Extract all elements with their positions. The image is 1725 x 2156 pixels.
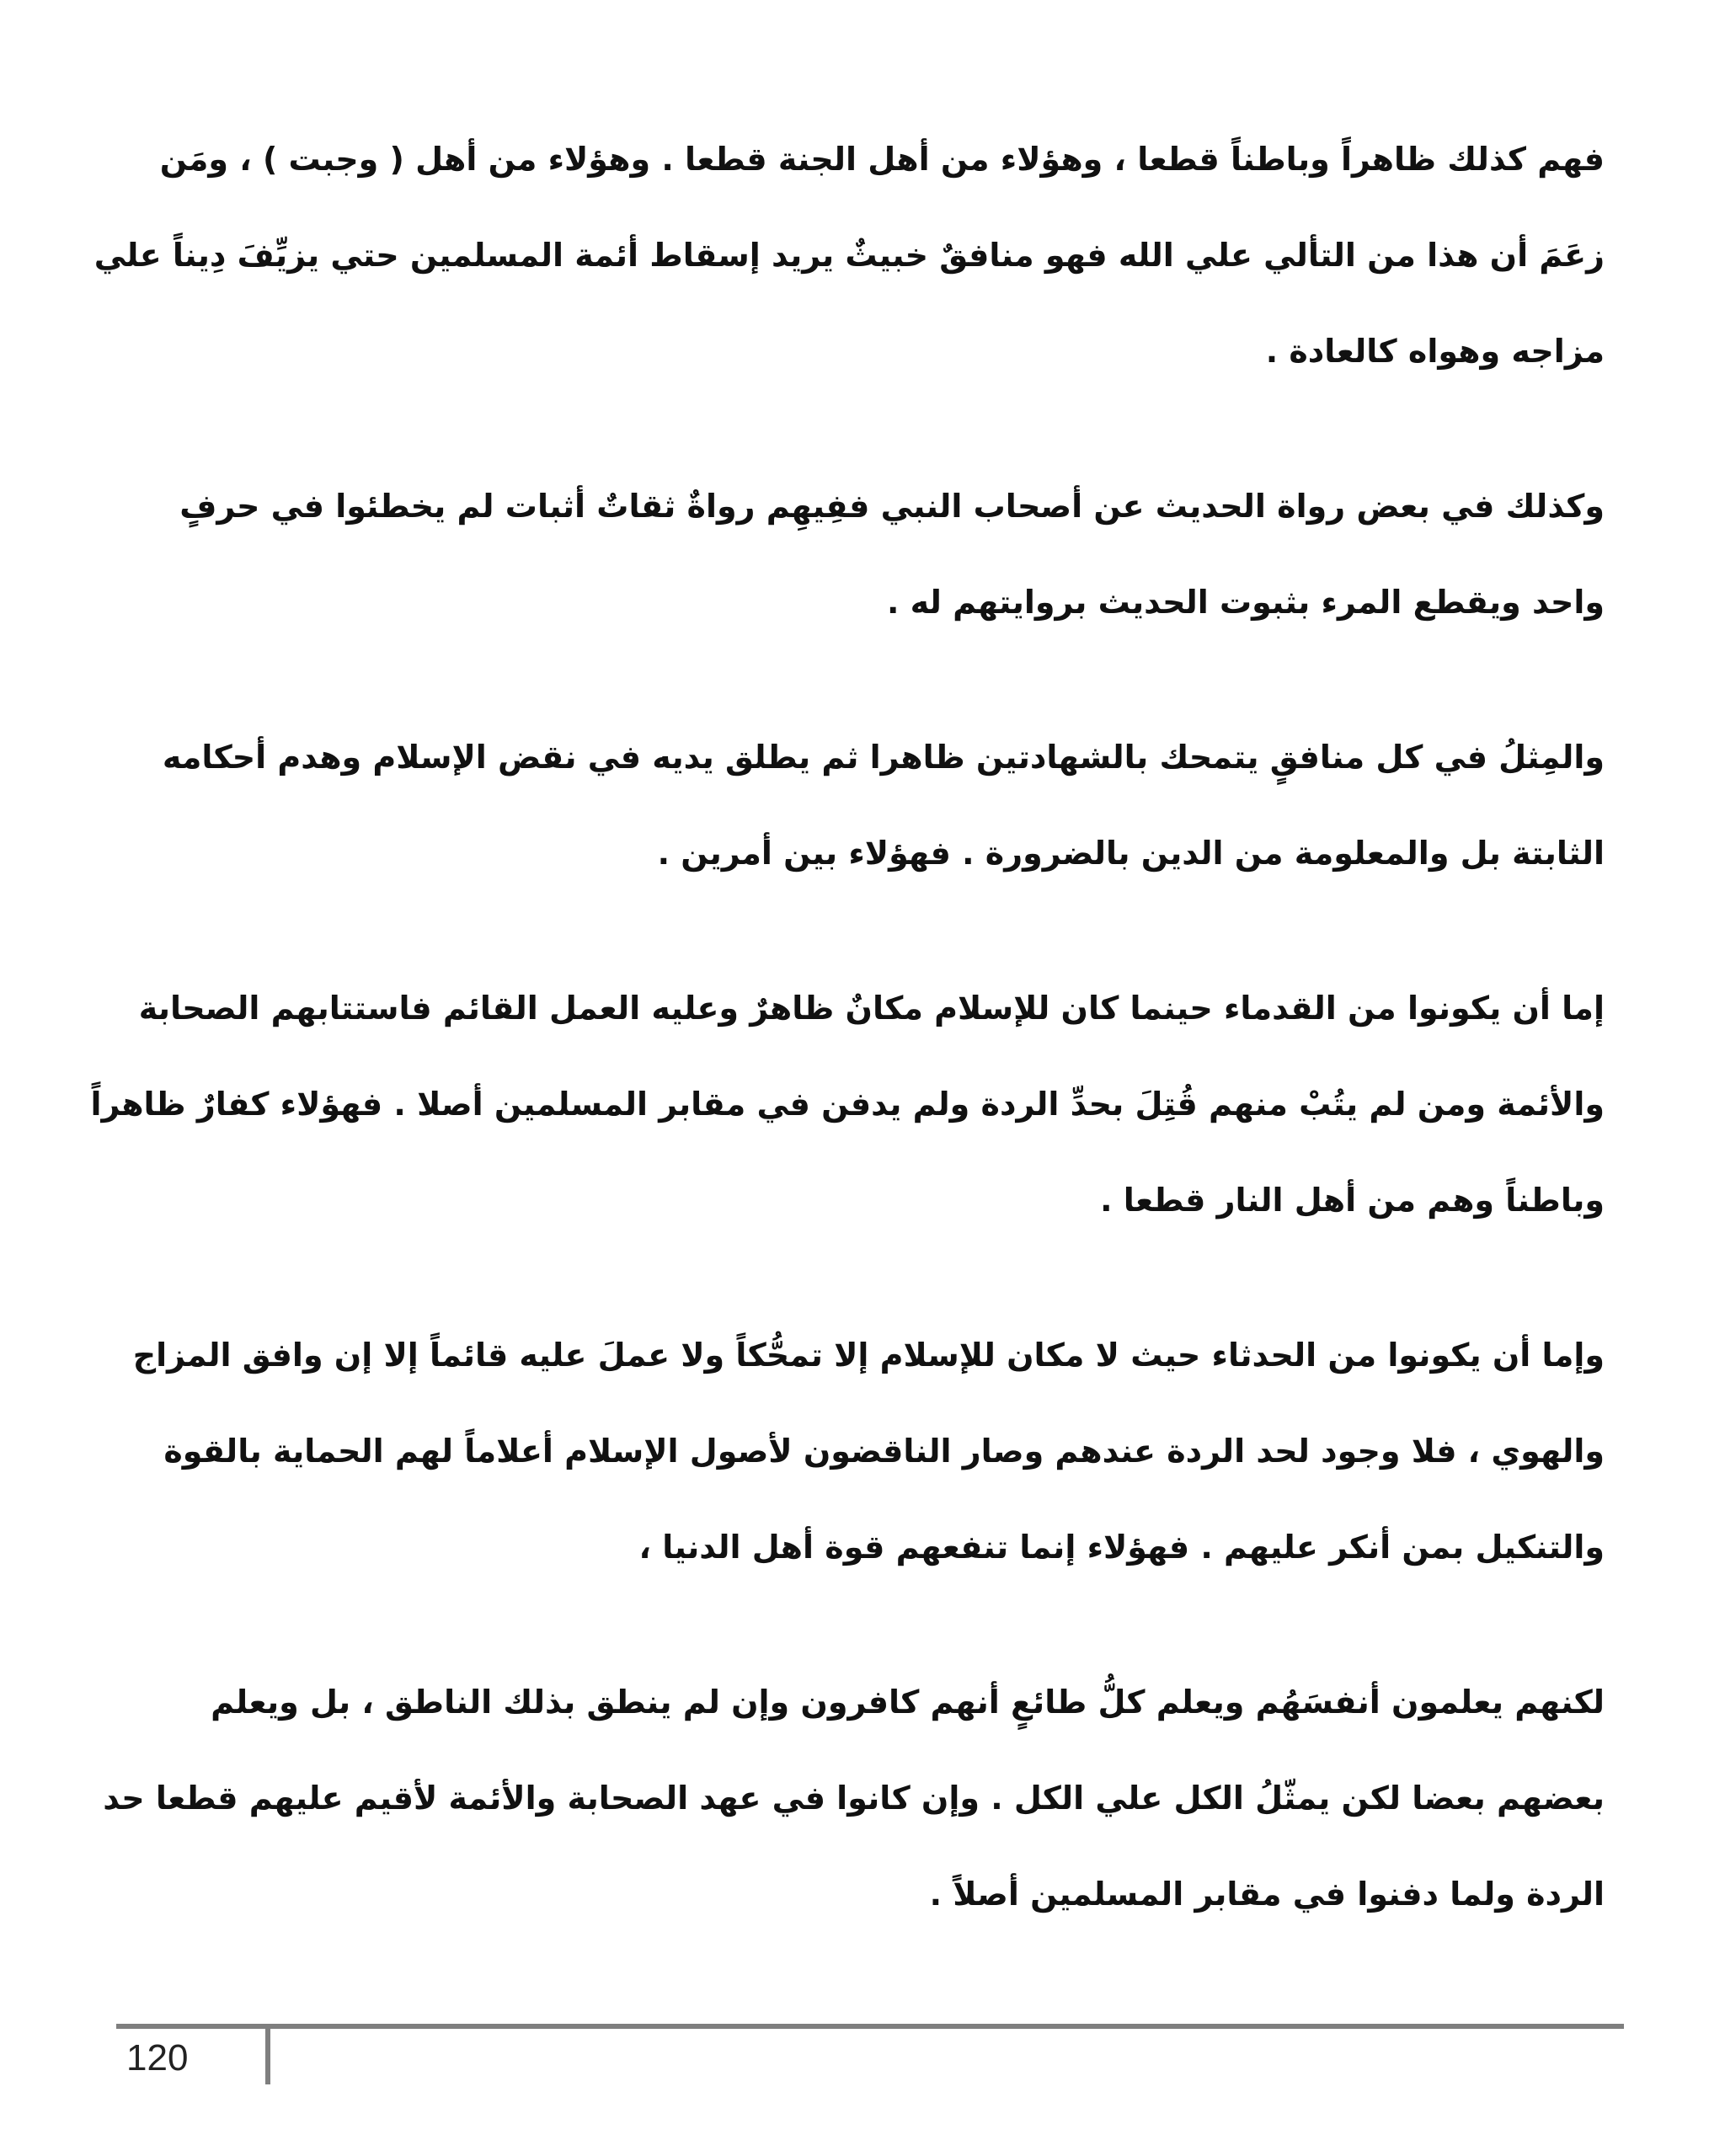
text-line: فهم كذلك ظاهراً وباطناً قطعا ، وهؤلاء من أهل الجنة قطعا . وهؤلاء من أهل ( وجبت ) ، ومَن	[159, 141, 1605, 178]
text-line: زعَمَ أن هذا من التألي علي الله فهو منافقٌ خبيثٌ يريد إسقاط أئمة المسلمين حتي يزيِّفَ دِيناً علي	[93, 237, 1605, 274]
text-line: الردة ولما دفنوا في مقابر المسلمين أصلاً .	[929, 1876, 1605, 1913]
text-line: والهوي ، فلا وجود لحد الردة عندهم وصار الناقضون لأصول الإسلام أعلاماً لهم الحماية بالقوة	[163, 1433, 1605, 1470]
text-line: لكنهم يعلمون أنفسَهُم ويعلم كلُّ طائعٍ أنهم كافرون وإن لم ينطق بذلك الناطق ، بل ويعلم	[211, 1684, 1605, 1721]
page-number: 120	[126, 2037, 189, 2079]
text-line: إما أن يكونوا من القدماء حينما كان للإسلام مكانٌ ظاهرٌ وعليه العمل القائم فاستتابهم الصحابة	[138, 990, 1605, 1027]
paragraph	[90, 960, 1605, 1248]
text-line: بعضهم بعضا لكن يمثّلُ الكل علي الكل . وإن كانوا في عهد الصحابة والأئمة لأقيم عليهم قطعا حد	[103, 1780, 1605, 1817]
text-line: وباطناً وهم من أهل النار قطعا .	[1100, 1182, 1605, 1219]
text-line: وكذلك في بعض رواة الحديث عن أصحاب النبي ففِيهِم رواةٌ ثقاتٌ أثبات لم يخطئوا في حرفٍ	[179, 488, 1605, 525]
text-line: مزاجه وهواه كالعادة .	[1265, 333, 1605, 370]
text-line: واحد ويقطع المرء بثبوت الحديث بروايتهم له .	[886, 584, 1605, 621]
text-line: والتنكيل بمن أنكر عليهم . فهؤلاء إنما تنفعهم قوة أهل الدنيا ،	[638, 1529, 1605, 1566]
text-line: وإما أن يكونوا من الحدثاء حيث لا مكان للإسلام إلا تمحُّكاً ولا عملَ عليه قائماً إلا إن وافق المزاج	[132, 1337, 1605, 1374]
page-body	[90, 111, 1605, 1942]
text-line: الثابتة بل والمعلومة من الدين بالضرورة . فهؤلاء بين أمرين .	[657, 835, 1605, 872]
paragraph	[126, 458, 1605, 650]
text-line: والمِثلُ في كل منافقٍ يتمحك بالشهادتين ظاهرا ثم يطلق يديه في نقض الإسلام وهدم أحكامه	[162, 739, 1605, 776]
footer-separator	[265, 2024, 270, 2084]
paragraph	[93, 111, 1605, 399]
text-line: والأئمة ومن لم يتُبْ منهم قُتِلَ بحدِّ الردة ولم يدفن في مقابر المسلمين أصلا . فهؤلاء كفارٌ ظاهراً	[90, 1086, 1605, 1123]
paragraph	[126, 1307, 1605, 1595]
paragraph	[126, 709, 1605, 901]
footer-rule	[116, 2024, 1624, 2029]
paragraph	[103, 1654, 1605, 1942]
